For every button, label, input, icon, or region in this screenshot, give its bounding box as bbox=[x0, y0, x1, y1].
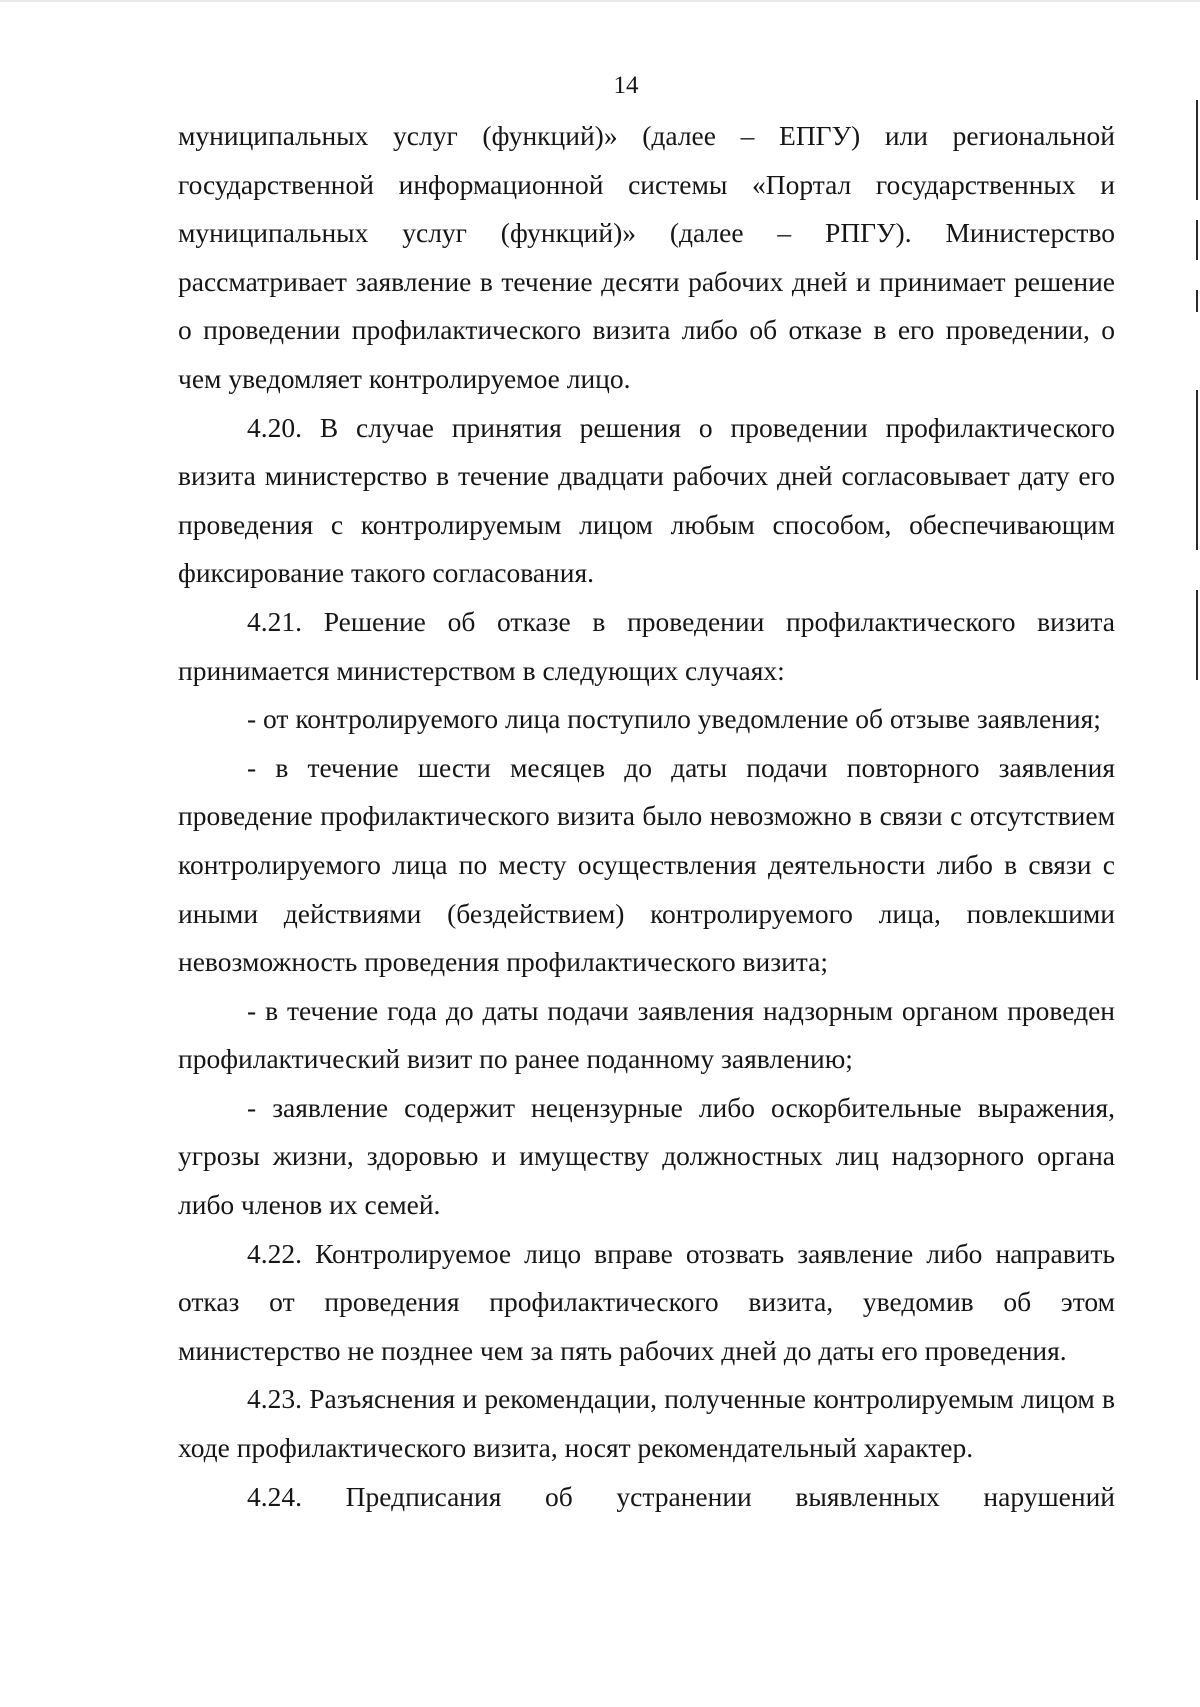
paragraph-4-20: 4.20. В случае принятия решения о проведении профилактического визита министерство в течение двадцати рабочих дней согласовывает дату его проведения с контролируемым лицом любым способом, обеспечивающим фиксирование такого согласования. bbox=[178, 411, 1115, 589]
list-item-withdrawal: - от контролируемого лица поступило уведомление об отзыве заявления; bbox=[247, 703, 1101, 735]
list-item-six-months: - в течение шести месяцев до даты подачи повторного заявления проведение профилактического визита было невозможно в связи с отсутствием контролируемого лица по месту осуществления деятельности либо в связи с иными действиями (бездействием) контролируемого лица, повлекшими невозможность проведения профилактического визита; bbox=[178, 751, 1115, 978]
paragraph-4-21: 4.21. Решение об отказе в проведении профилактического визита принимается министерством в следующих случаях: bbox=[178, 605, 1115, 686]
scan-margin-marks bbox=[1196, 90, 1200, 710]
paragraph-continuation: муниципальных услуг (функций)» (далее – ЕПГУ) или региональной государственной информационной системы «Портал государственных и муниципальных услуг (функций)» (далее – РПГУ). Министерство рассматривает заявление в течение десяти рабочих дней и принимает решение о проведении профилактического визита либо об отказе в его проведении, о чем уведомляет контролируемое лицо. bbox=[178, 120, 1115, 394]
paragraph-4-23: 4.23. Разъяснения и рекомендации, полученные контролируемым лицом в ходе профилактического визита, носят рекомендательный характер. bbox=[178, 1383, 1115, 1464]
list-item-one-year: - в течение года до даты подачи заявления надзорным органом проведен профилактический визит по ранее поданному заявлению; bbox=[178, 994, 1115, 1075]
list-item-offensive: - заявление содержит нецензурные либо оскорбительные выражения, угрозы жизни, здоровью и имуществу должностных лиц надзорного органа либо членов их семей. bbox=[178, 1091, 1115, 1221]
document-body bbox=[178, 112, 1115, 1521]
paragraph-4-24: 4.24. Предписания об устранении выявленных нарушений bbox=[247, 1480, 1115, 1512]
paragraph-4-22: 4.22. Контролируемое лицо вправе отозвать заявление либо направить отказ от проведения профилактического визита, уведомив об этом министерство не позднее чем за пять рабочих дней до даты его проведения. bbox=[178, 1237, 1115, 1366]
page-number: 14 bbox=[613, 72, 639, 99]
scan-top-edge bbox=[0, 0, 1200, 2]
